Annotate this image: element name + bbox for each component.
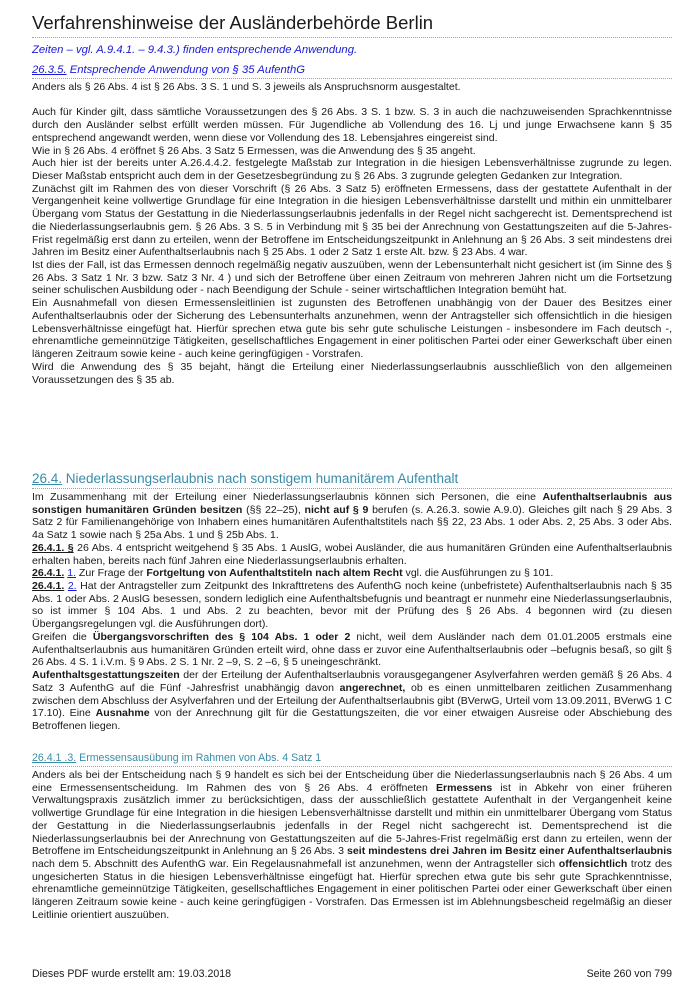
page-title: Verfahrenshinweise der Ausländerbehörde Berlin: [32, 12, 434, 33]
section-heading-26-3-5: [32, 64, 305, 76]
paragraph: 26.4.1. 2. Hat der Antragsteller zum Zeitpunkt des Inkrafttretens des AufenthG noch keine (unbefristete) Aufenthaltserlaubnis nach § 35 Abs. 1 oder Abs. 2 AuslG besessen, sondern lediglich eine Aufenthaltsbefugnis und beantragt er nunmehr eine Niederlassungserlaubnis, so ist immer § 104 Abs. 1 und Abs. 2 zu beachten, bevor mit der Prüfung des § 26 Abs. 4 begonnen wird (zu diesen Übergangsregelungen vgl. die Ausführungen dort).: [32, 580, 672, 631]
section-title: Niederlassungserlaubnis nach sonstigem humanitärem Aufenthalt: [62, 471, 459, 486]
section-heading-26-4-1-3: [32, 752, 321, 764]
paragraph: Auch hier ist der bereits unter A.26.4.4.2. festgelegte Maßstab zur Integration in die hiesigen Lebensverhältnisse zugrunde zu legen. Dieser Maßstab entspricht auch dem in der Gesetzesbegründung zu § 26 Abs. 3 zugrunde gelegten Gedanken zur Integration.: [32, 157, 672, 182]
section-number: 26.4.: [32, 471, 63, 486]
paragraph: Anders als bei der Entscheidung nach § 9 handelt es sich bei der Entscheidung über die Niederlassungserlaubnis nach § 26 Abs. 4 um eine Ermessensentscheidung. Im Rahmen des von § 26 Abs. 4 eröffneten Ermessens ist in Abkehr von einer früheren Verwaltungspraxis zusätzlich immer zu berücksichtigen, dass der ausschließlich gestattete Aufenthalt in der Vergangenheit keine vollwertige Grundlage für eine Integration in die hiesigen Lebensverhältnisse darstellt und mithin ein unmittelbarer Übergang vom Status der Gestattung in die Niederlassungserlaubnis jedenfalls in der Regel nicht sachgerecht ist. Dementsprechend ist die Niederlassungserlaubnis bei der Anrechnung von Gestattungszeiten auf die 5-Jahres-Frist regelmäßig erst dann zu erteilen, wenn der Betroffene im Entscheidungszeitpunkt in Anlehnung an § 26 Abs. 3 seit mindestens drei Jahren im Besitz einer Aufenthaltserlaubnis nach dem 5. Abschnitt des AufenthG war. Ein Regelausnahmefall ist anzunehmen, wenn der Antragsteller sich offensichtlich trotz des ungesicherten Status in die hiesigen Lebensverhältnisse eingefügt hat. Hierfür sprechen etwa gute bis sehr gute Sprachkenntnisse, ehrenamtliche gemeinnützige Tätigkeiten, gesellschaftliches Engagement in einer politischen Partei oder einer Gewerkschaft über einen längeren Zeitraum sowie keine - auch keine geringfügigen - Vorstrafen. Das Ermessen ist im Ablehnungsbescheid regelmäßig an dieser Leitlinie orientiert auszuüben.: [32, 769, 672, 921]
section-title: Ermessensausübung im Rahmen von Abs. 4 Satz 1: [76, 752, 322, 764]
section-heading-26-4: [32, 471, 458, 486]
paragraph: Aufenthaltsgestattungszeiten der der Erteilung der Aufenthaltserlaubnis vorausgegangener Asylverfahren werden gemäß § 26 Abs. 4 Satz 3 AufenthG auf die Fünf -Jahresfrist unabhängig davon angerechnet, ob es einen unmittelbaren zeitlichen Zusammenhang zwischen dem Abschluss der Asylverfahren und der Erteilung der Aufenthaltserlaubnis gibt (BVerwG, Urteil vom 13.09.2011, BVerwG 1 C 17.10). Eine Ausnahme von der Anrechnung gilt für die Gestattungszeiten, die vor einer etwaigen Ausreise oder Abschiebung des Betroffenen liegen.: [32, 669, 672, 732]
paragraph: Zunächst gilt im Rahmen des von dieser Vorschrift (§ 26 Abs. 3 Satz 5) eröffneten Ermessens, dass der gestattete Aufenthalt in der Vergangenheit keine vollwertige Grundlage für eine Integration in die hiesigen Lebensverhältnisse darstellt und mithin ein unmittelbarer Übergang vom Status der Gestattung in die Niederlassungserlaubnis jedenfalls in der Regel nicht sachgerecht ist. Dementsprechend ist die Niederlassungserlaubnis gem. § 26 Abs. 3 S. 5 in Verbindung mit § 35 bei der Anrechnung von Gestattungszeiten auf die 5-Jahres-Frist regelmäßig erst dann zu erteilen, wenn der Betroffene im Entscheidungszeitpunkt in Anlehnung an § 26 Abs. 3 seit mindestens drei Jahren im Besitz einer Aufenthaltserlaubnis nach § 25 Abs. 1 oder 2 Satz 1 erste Alt. bzw. § 23 Abs. 4 war.: [32, 182, 672, 259]
section-26-4-1-3-body: [32, 769, 672, 922]
section-divider: [32, 766, 672, 767]
paragraph: Ein Ausnahmefall von diesen Ermessensleitlinien ist zugunsten des Betroffenen unabhängig von der Dauer des Besitzes einer Aufenthaltserlaubnis oder der Sicherung des Lebensunterhalts anzunehmen, wenn der Antragsteller sich offensichtlich in die hiesigen Lebensverhältnisse eingefügt hat. Hierfür sprechen etwa gute bis sehr gute schulische Leistungen - insbesondere im Fach deutsch -, ehrenamtliche gemeinnützige Tätigkeiten, gesellschaftliches Engagement in einer politischen Partei oder einer Gewerkschaft über einen längeren Zeitraum sowie keine - auch keine geringfügigen - Vorstrafen.: [32, 297, 672, 361]
paragraph: Wie in § 26 Abs. 4 eröffnet § 26 Abs. 3 Satz 5 Ermessen, was die Anwendung des § 35 angeht.: [32, 144, 476, 157]
paragraph: Ist dies der Fall, ist das Ermessen dennoch regelmäßig negativ auszuüben, wenn der Lebensunterhalt nicht gesichert ist (im Sinne des § 26 Abs. 3 Satz 1 Nr. 3 bzw. Satz 3 Nr. 4 ) und sich der Betroffene über einen Zeitraum von mehreren Jahren nicht um die Fortsetzung seiner schulischen Ausbildung oder - nach Beendigung der Schule - seiner wirtschaftlichen Integration bemüht hat.: [32, 259, 672, 297]
section-divider: [32, 488, 672, 489]
ref-zeiten: Zeiten – vgl. A.9.4.1. – 9.4.3.) finden entsprechende Anwendung.: [32, 44, 358, 56]
paragraph: Anders als § 26 Abs. 4 ist § 26 Abs. 3 S. 1 und S. 3 jeweils als Anspruchsnorm ausgestaltet.: [32, 81, 461, 93]
paragraph: Auch für Kinder gilt, dass sämtliche Voraussetzungen des § 26 Abs. 3 S. 1 bzw. S. 3 in auch die nachzuweisenden Sprachkenntnisse durch den Ausländer selbst erfüllt werden müssen. Für Jugendliche ab Vollendung des 16. Lj und junge Erwachsene kann § 35 entsprechend angewandt werden, wenn diese vor Vollendung des 18. Lebensjahres eingereist sind.: [32, 106, 672, 144]
section-26-3-5-body: [32, 81, 672, 386]
paragraph: 26.4.1. § 26 Abs. 4 entspricht weitgehend § 35 Abs. 1 AuslG, wobei Ausländer, die aus humanitären Gründen eine Aufenthaltserlaubnis erhalten haben, bereits nach fünf Jahren eine Niederlassungserlaubnis erhalten.: [32, 541, 672, 567]
footer-page-number: Seite 260 von 799: [586, 968, 672, 980]
paragraph: 26.4.1. 1. Zur Frage der Fortgeltung von Aufenthaltstiteln nach altem Recht vgl. die Ausführungen zu § 101.: [32, 567, 554, 580]
section-title: Entsprechende Anwendung von § 35 AufenthG: [66, 64, 306, 76]
paragraph: Wird die Anwendung des § 35 bejaht, hängt die Erteilung einer Niederlassungserlaubnis ausschließlich von den allgemeinen Voraussetzungen des § 35 ab.: [32, 360, 672, 386]
paragraph: Greifen die Übergangsvorschriften des § 104 Abs. 1 oder 2 nicht, weil dem Ausländer nach dem 01.01.2005 erstmals eine Aufenthaltserlaubnis aus humanitären Gründen erteilt wird, ohne dass er zuvor eine Aufenthaltserlaubnis oder –befugnis besaß, so gilt § 26 Abs. 4 S. 1 i.V.m. § 9 Abs. 2 S. 1 Nr. 2 –9, S. 2 –6, § 5 uneingeschränkt.: [32, 630, 672, 669]
section-divider: [32, 78, 672, 79]
section-number: 26.4.1 .3.: [32, 752, 77, 764]
title-divider: [32, 37, 672, 38]
footer-created-date: Dieses PDF wurde erstellt am: 19.03.2018: [32, 968, 232, 980]
section-number: 26.3.5.: [32, 64, 67, 76]
paragraph: Im Zusammenhang mit der Erteilung einer Niederlassungserlaubnis können sich Personen, die eine Aufenthaltserlaubnis aus sonstigen humanitären Gründen besitzen (§§ 22–25), nicht auf § 9 berufen (s. A.26.3. sowie A.9.0). Gleiches gilt nach § 29 Abs. 3 Satz 2 für Familienangehörige von Inhabern eines humanitären Aufenthaltstitels nach §§ 22, 23 Abs. 1 oder Abs. 2, 25 Abs. 3 oder Abs. 4a Satz 1 sowie nach § 25a Abs. 1 und § 25b Abs. 1.: [32, 491, 672, 542]
section-26-4-body: [32, 491, 672, 733]
